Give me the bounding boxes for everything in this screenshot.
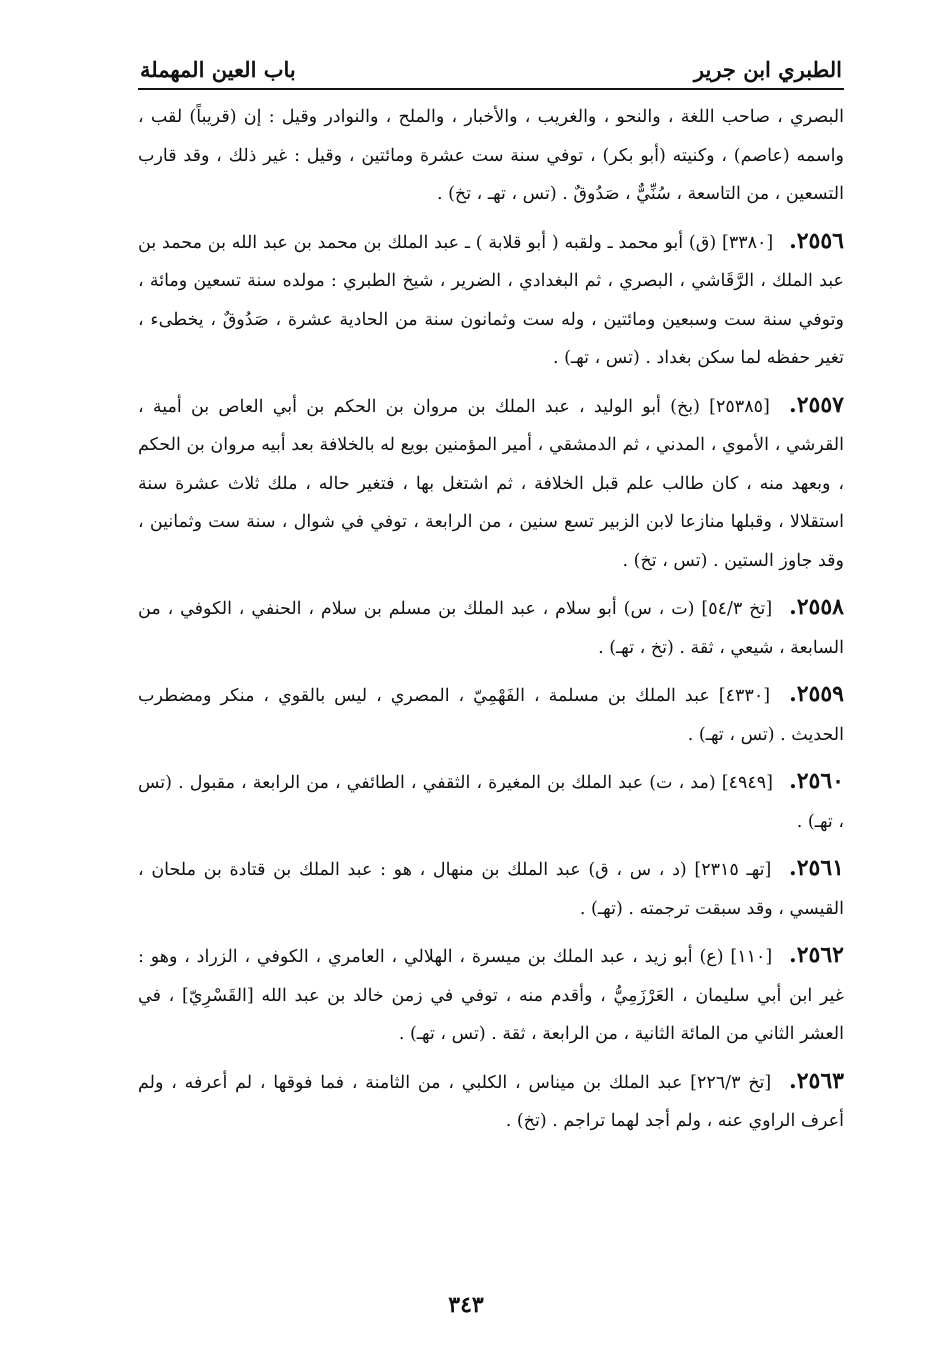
header-book-title: الطبري ابن جرير bbox=[693, 57, 842, 82]
entry-number: ٢٥٥٨. bbox=[789, 594, 844, 620]
entry-2556 bbox=[138, 222, 844, 378]
page-content bbox=[138, 98, 844, 1141]
entry-2563 bbox=[138, 1062, 844, 1141]
page-number: ٣٤٣ bbox=[448, 1292, 484, 1318]
entry-2559 bbox=[138, 675, 844, 754]
entry-text: [٤٣٣٠] عبد الملك بن مسلمة ، الفَهْمِيّ ، المصري ، ليس بالقوي ، منكر ومضطرب الحديث . (تس ، تهـ) . bbox=[138, 686, 844, 745]
entry-text: [١١٠] (ع) أبو زيد ، عبد الملك بن ميسرة ، الهلالي ، العامري ، الكوفي ، الزراد ، وهو : غير ابن أبي سليمان ، العَرْزَمِيُّ ، وأقدم منه ، توفي في زمن خالد بن عبد الله [القَسْرِيّ] ، في العشر الثاني من المائة الثانية ، من الرابعة ، ثقة . (تس ، تهـ) . bbox=[138, 947, 844, 1044]
entry-2560 bbox=[138, 762, 844, 841]
entry-text: [تهـ ٢٣١٥] (د ، س ، ق) عبد الملك بن منهال ، هو : عبد الملك بن قتادة بن ملحان ، القيسي ، وقد سبقت ترجمته . (تهـ) . bbox=[138, 860, 844, 919]
entry-text: [٣٣٨٠] (ق) أبو محمد ـ ولقبه ( أبو قلابة ) ـ عبد الملك بن محمد بن عبد الله بن محمد بن عبد الملك ، الرَّقَاشي ، البصري ، ثم البغدادي ، الضرير ، شيخ الطبري : مولده سنة تسعين ومائة ، وتوفي سنة ست وسبعين ومائتين ، وله ست وثمانون سنة من الحادية عشرة ، صَدُوقٌ ، يخطىء ، تغير حفظه لما سكن بغداد . (تس ، تهـ) . bbox=[138, 232, 844, 368]
entry-number: ٢٥٦١. bbox=[789, 855, 844, 881]
entry-number: ٢٥٥٩. bbox=[789, 681, 844, 707]
header-chapter-title: باب العين المهملة bbox=[140, 57, 296, 82]
entry-number: ٢٥٥٦. bbox=[789, 227, 844, 254]
entry-number: ٢٥٦٢. bbox=[789, 942, 844, 968]
continuation-paragraph: البصري ، صاحب اللغة ، والنحو ، والغريب ، والأخبار ، والملح ، والنوادر وقيل : إن (قريباً) لقب ، واسمه (عاصم) ، وكنيته (أبو بكر) ، توفي سنة ست عشرة ومائتين ، وقيل : غير ذلك ، وقد قارب التسعين ، من التاسعة ، سُنِّيٌّ ، صَدُوقٌ . (تس ، تهـ ، تخ) . bbox=[138, 107, 844, 204]
entry-text: [تخ ٢٢٦/٣] عبد الملك بن ميناس ، الكلبي ، من الثامنة ، فما فوقها ، لم أعرفه ، ولم أعرف الراوي عنه ، ولم أجد لهما تراجم . (تخ) . bbox=[138, 1072, 844, 1131]
entry-2561 bbox=[138, 849, 844, 928]
entry-2557 bbox=[138, 386, 844, 581]
entry-text: [تخ ٥٤/٣] (ت ، س) أبو سلام ، عبد الملك بن مسلم بن سلام ، الحنفي ، الكوفي ، من السابعة ، شيعي ، ثقة . (تخ ، تهـ) . bbox=[138, 599, 844, 658]
entry-number: ٢٥٥٧. bbox=[789, 391, 844, 418]
entry-number: ٢٥٦٣. bbox=[789, 1067, 844, 1094]
entry-text: [٢٥٣٨٥] (بخ) أبو الوليد ، عبد الملك بن مروان بن الحكم بن أبي العاص بن أمية ، القرشي ، الأموي ، المدني ، ثم الدمشقي ، أمير المؤمنين بويع له بالخلافة بعد أبيه مروان بن الحكم ، وبعهد منه ، كان طالب علم قبل الخلافة ، ثم اشتغل بها ، فتغير حاله ، ملك ثلاث عشرة سنة استقلالا ، وقبلها منازعا لابن الزبير تسع سنين ، من الرابعة ، توفي في شوال ، سنة ست وثمانين ، وقد جاوز الستين . (تس ، تخ) . bbox=[138, 396, 844, 571]
entry-2562 bbox=[138, 936, 844, 1054]
running-header bbox=[138, 38, 844, 90]
entry-text: [٤٩٤٩] (مد ، ت) عبد الملك بن المغيرة ، الثقفي ، الطائفي ، من الرابعة ، مقبول . (تس ، تهـ) . bbox=[138, 773, 844, 832]
entry-number: ٢٥٦٠. bbox=[789, 768, 844, 794]
entry-2558 bbox=[138, 588, 844, 667]
